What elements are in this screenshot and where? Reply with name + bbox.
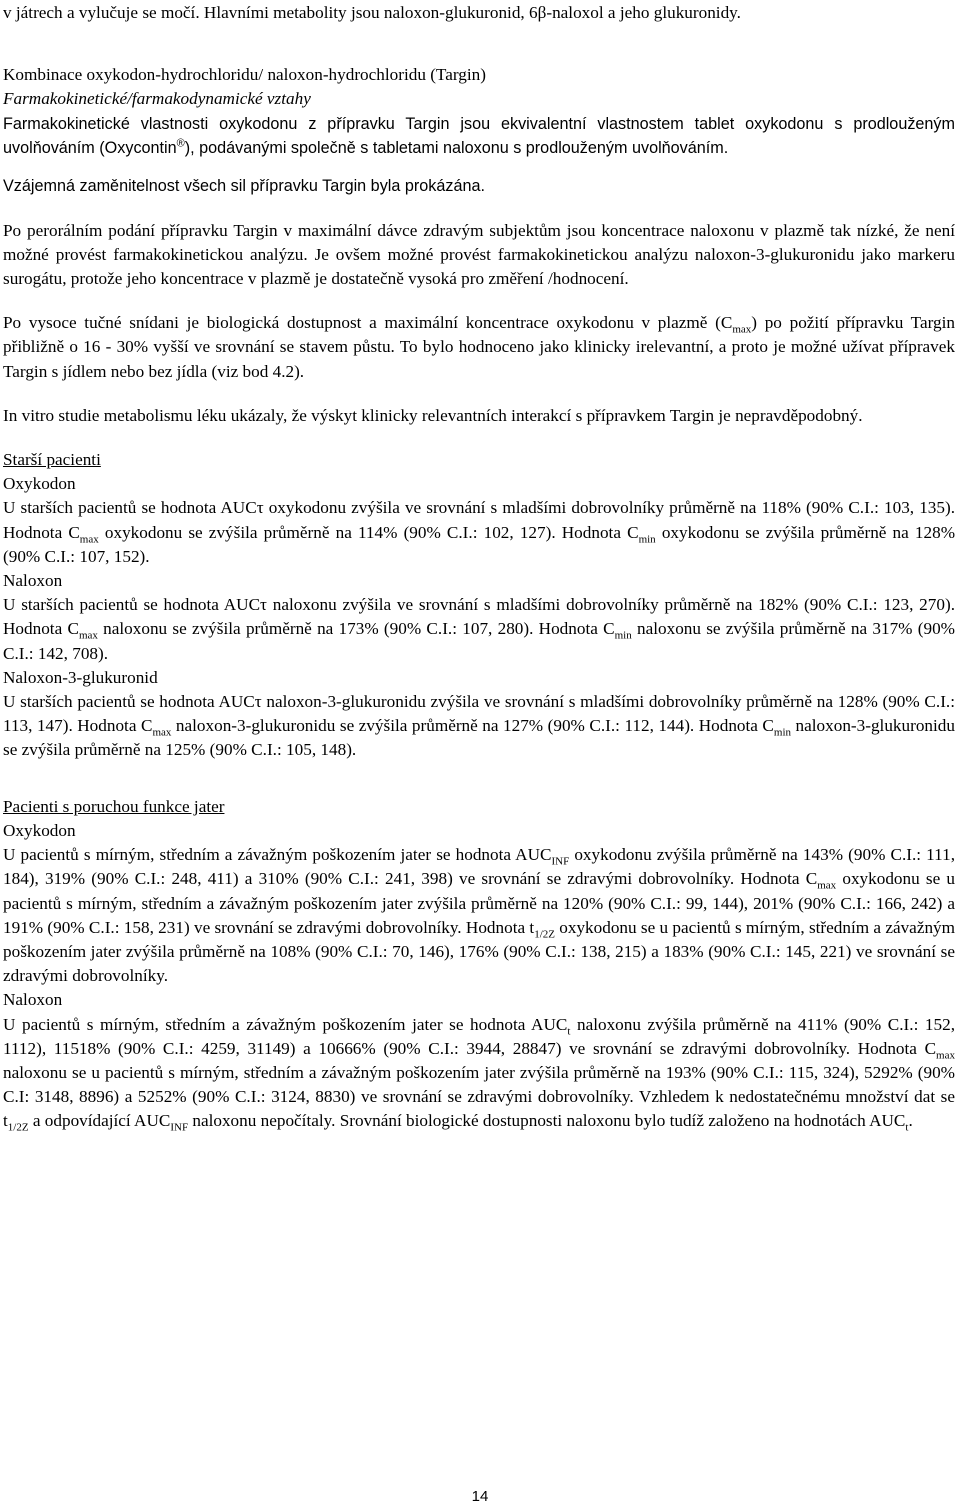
food-effect-text-b: ) po požití přípravku Targin přibližně o 16 - 30% vyšší ve srovnání se stavem půstu. To bylo hodnoceno jako klinicky irelevantní, a proto je možné užívat přípravek Targin s jídlem nebo bez jídla (viz bod 4.2). bbox=[3, 313, 955, 381]
hepatic-heading bbox=[3, 795, 955, 819]
elderly-oxy-text-a: U starších pacientů se hodnota AUCτ oxykodonu zvýšila ve srovnání s mladšími dobrovolníky průměrně na 118% (90% C.I.: 103, 135). Hodnota C bbox=[3, 498, 955, 542]
auc-t-subscript: t bbox=[905, 1121, 909, 1134]
naloxone-plasma-paragraph bbox=[3, 219, 955, 292]
page-number: 14 bbox=[471, 1488, 489, 1505]
elderly-nal-text-a: U starších pacientů se hodnota AUCτ naloxonu zvýšila ve srovnání s mladšími dobrovolníky průměrně na 182% (90% C.I.: 123, 270). Hodnota C bbox=[3, 595, 955, 639]
cmin-subscript: min bbox=[773, 726, 792, 739]
cmax-subscript: max bbox=[817, 879, 837, 892]
interchangeability-paragraph bbox=[3, 174, 955, 198]
combination-subheading bbox=[3, 87, 955, 111]
hepatic-oxy-text-d: oxykodonu se u pacientů s mírným, středním a závažným poškozením jater zvýšila průměrně na 108% (90% C.I.: 70, 146), 176% (90% C.I.: 138, 215) a 183% (90% C.I.: 145, 221) ve srovnání se zdravými dobrovolníky. bbox=[3, 917, 955, 986]
elderly-glu-text-c: naloxon-3-glukuronidu se zvýšila průměrně na 125% (90% C.I.: 105, 148). bbox=[3, 716, 955, 760]
intro-text: v játrech a vylučuje se močí. Hlavními metabolity jsou naloxon-glukuronid, 6β-naloxol a jeho glukuronidy. bbox=[3, 3, 741, 22]
combination-heading-text: Kombinace oxykodon-hydrochloridu/ naloxon-hydrochloridu (Targin) bbox=[3, 65, 486, 85]
auc-inf-subscript: INF bbox=[170, 1121, 189, 1134]
intro-paragraph bbox=[3, 1, 955, 25]
hepatic-nal-paragraph bbox=[3, 1013, 955, 1134]
elderly-nal-label bbox=[3, 569, 955, 593]
elderly-glu-text-a: U starších pacientů se hodnota AUCτ naloxon-3-glukuronidu zvýšila ve srovnání s mladšími dobrovolníky průměrně na 128% (90% C.I.: 113, 147). Hodnota C bbox=[3, 692, 955, 736]
elderly-oxy-text-b: oxykodonu se zvýšila průměrně na 114% (90% C.I.: 102, 127). Hodnota C bbox=[98, 522, 639, 542]
cmax-subscript: max bbox=[152, 726, 172, 739]
hepatic-nal-text-f: . bbox=[908, 1111, 913, 1131]
auc-inf-subscript: INF bbox=[551, 855, 570, 868]
interchangeability-text: Vzájemná zaměnitelnost všech sil přípravku Targin byla prokázána. bbox=[3, 177, 485, 196]
elderly-glu-text-b: naloxon-3-glukuronidu se zvýšila průměrně na 127% (90% C.I.: 112, 144). Hodnota C bbox=[171, 716, 774, 736]
equivalence-text-a: Farmakokinetické vlastnosti oxykodonu z přípravku Targin jsou ekvivalentní vlastnostem tablet oxykodonu s prodlouženým uvolňováním (Oxycontin bbox=[3, 114, 955, 158]
elderly-glu-paragraph bbox=[3, 690, 955, 763]
elderly-oxy-paragraph bbox=[3, 496, 955, 569]
hepatic-oxy-text-b: oxykodonu zvýšila průměrně na 143% (90% C.I.: 111, 184), 319% (90% C.I.: 248, 411) a 310% (90% C.I.: 241, 398) ve srovnání se zdravými dobrovolníky. Hodnota C bbox=[3, 845, 955, 889]
hepatic-nal-label-text: Naloxon bbox=[3, 990, 63, 1010]
hepatic-oxy-label bbox=[3, 819, 955, 843]
hepatic-nal-text-d: a odpovídající AUC bbox=[28, 1111, 171, 1131]
elderly-nal-paragraph bbox=[3, 593, 955, 666]
combination-heading bbox=[3, 63, 955, 87]
hepatic-nal-label bbox=[3, 988, 955, 1012]
registered-mark: ® bbox=[176, 137, 185, 150]
cmin-subscript: min bbox=[638, 533, 656, 546]
hepatic-heading-text: Pacienti s poruchou funkce jater bbox=[3, 796, 225, 816]
cmax-subscript: max bbox=[936, 1049, 955, 1062]
cmax-subscript: max bbox=[732, 323, 752, 336]
elderly-glu-label-text: Naloxon-3-glukuronid bbox=[3, 667, 158, 687]
hepatic-nal-text-e: naloxonu nepočítaly. Srovnání biologické dostupnosti naloxonu bylo tudíž založeno na hodnotách AUC bbox=[188, 1111, 906, 1131]
food-effect-text-a: Po vysoce tučné snídani je biologická dostupnost a maximální koncentrace oxykodonu v plazmě (C bbox=[3, 313, 733, 333]
half-life-subscript: 1/2Z bbox=[7, 1121, 29, 1134]
document-page bbox=[3, 0, 955, 1134]
hepatic-oxy-text-a: U pacientů s mírným, středním a závažným poškozením jater se hodnota AUC bbox=[3, 845, 552, 865]
elderly-glu-label bbox=[3, 666, 955, 690]
in-vitro-paragraph bbox=[3, 404, 955, 428]
combination-subheading-text: Farmakokinetické/farmakodynamické vztahy bbox=[3, 89, 311, 109]
hepatic-oxy-paragraph bbox=[3, 843, 955, 988]
hepatic-nal-text-a: U pacientů s mírným, středním a závažným poškozením jater se hodnota AUC bbox=[3, 1014, 568, 1034]
elderly-heading bbox=[3, 448, 955, 472]
food-effect-paragraph bbox=[3, 311, 955, 384]
elderly-oxy-label-text: Oxykodon bbox=[3, 474, 76, 494]
half-life-subscript: 1/2Z bbox=[534, 928, 555, 941]
auc-t-subscript: t bbox=[567, 1024, 571, 1037]
elderly-oxy-label bbox=[3, 472, 955, 496]
equivalence-text-b: ), podávanými společně s tabletami naloxonu s prodlouženým uvolňováním. bbox=[184, 139, 729, 158]
elderly-oxy-text-c: oxykodonu se zvýšila průměrně na 128% (90% C.I.: 107, 152). bbox=[3, 522, 956, 566]
hepatic-nal-text-c: naloxonu se u pacientů s mírným, středním a závažným poškozením jater zvýšila průměrně na 193% (90% C.I.: 115, 324), 5292% (90% C.I: 3148, 8896) a 5252% (90% C.I.: 3124, 8830) ve srovnání se zdravými dobrovolníky. Vzhledem k nedostatečnému množství dat se t bbox=[3, 1062, 955, 1131]
cmax-subscript: max bbox=[79, 533, 99, 546]
elderly-nal-label-text: Naloxon bbox=[3, 571, 63, 591]
cmax-subscript: max bbox=[78, 629, 98, 642]
hepatic-oxy-text-c: oxykodonu se u pacientů s mírným, středním a závažným poškozením jater zvýšila průměrně na 120% (90% C.I.: 99, 144), 201% (90% C.I.: 166, 242) a 191% (90% C.I.: 158, 231) ve srovnání se zdravými dobrovolníky. Hodnota t bbox=[3, 869, 955, 937]
equivalence-paragraph bbox=[3, 112, 955, 161]
hepatic-nal-text-b: naloxonu zvýšila průměrně na 411% (90% C.I.: 152, 1112), 11518% (90% C.I.: 4259, 31149) a 10666% (90% C.I.: 3944, 28847) ve srovnání se zdravými dobrovolníky. Hodnota C bbox=[3, 1014, 955, 1058]
hepatic-oxy-label-text: Oxykodon bbox=[3, 820, 76, 840]
elderly-nal-text-b: naloxonu se zvýšila průměrně na 173% (90% C.I.: 107, 280). Hodnota C bbox=[97, 619, 615, 639]
elderly-heading-text: Starší pacienti bbox=[3, 450, 101, 470]
elderly-nal-text-c: naloxonu se zvýšila průměrně na 317% (90% C.I.: 142, 708). bbox=[3, 619, 956, 663]
naloxone-plasma-text: Po perorálním podání přípravku Targin v maximální dávce zdravým subjektům jsou koncentrace naloxonu v plazmě tak nízké, že není možné provést farmakokinetickou analýzu. Je ovšem možné provést farmakokinetickou analýzu naloxon-3-glukuronidu jako markeru surogátu, protože jeho koncentrace v plazmě je dostatečně vysoká pro změření /hodnocení. bbox=[3, 220, 955, 289]
in-vitro-text: In vitro studie metabolismu léku ukázaly, že výskyt klinicky relevantních interakcí s přípravkem Targin je nepravděpodobný. bbox=[3, 405, 863, 425]
cmin-subscript: min bbox=[614, 629, 632, 642]
